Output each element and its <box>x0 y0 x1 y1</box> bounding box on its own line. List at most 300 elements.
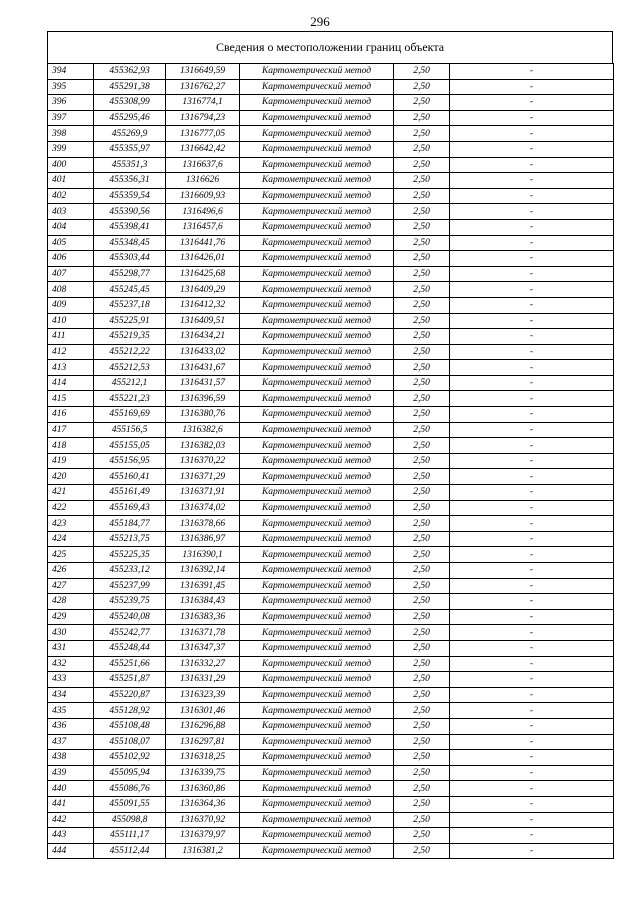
table-row <box>48 157 614 173</box>
method-cell: Картометрический метод <box>240 734 394 750</box>
table-row <box>48 765 614 781</box>
x-coordinate-cell: 455212,22 <box>94 344 166 360</box>
point-number-cell: 442 <box>48 812 94 828</box>
note-cell: - <box>450 344 614 360</box>
x-coordinate-cell: 455098,8 <box>94 812 166 828</box>
table-row <box>48 453 614 469</box>
method-cell: Картометрический метод <box>240 141 394 157</box>
accuracy-cell: 2,50 <box>394 422 450 438</box>
x-coordinate-cell: 455359,54 <box>94 188 166 204</box>
accuracy-cell: 2,50 <box>394 718 450 734</box>
x-coordinate-cell: 455212,53 <box>94 360 166 376</box>
method-cell: Картометрический метод <box>240 687 394 703</box>
point-number-cell: 440 <box>48 781 94 797</box>
x-coordinate-cell: 455086,76 <box>94 781 166 797</box>
point-number-cell: 413 <box>48 360 94 376</box>
table-row <box>48 625 614 641</box>
accuracy-cell: 2,50 <box>394 110 450 126</box>
accuracy-cell: 2,50 <box>394 781 450 797</box>
note-cell: - <box>450 453 614 469</box>
table-row <box>48 204 614 220</box>
note-cell: - <box>450 173 614 189</box>
method-cell: Картометрический метод <box>240 375 394 391</box>
point-number-cell: 430 <box>48 625 94 641</box>
table-row <box>48 64 614 80</box>
note-cell: - <box>450 407 614 423</box>
y-coordinate-cell: 1316386,97 <box>166 531 240 547</box>
point-number-cell: 441 <box>48 796 94 812</box>
note-cell: - <box>450 812 614 828</box>
x-coordinate-cell: 455221,23 <box>94 391 166 407</box>
y-coordinate-cell: 1316441,76 <box>166 235 240 251</box>
point-number-cell: 410 <box>48 313 94 329</box>
note-cell: - <box>450 563 614 579</box>
y-coordinate-cell: 1316774,1 <box>166 95 240 111</box>
x-coordinate-cell: 455295,46 <box>94 110 166 126</box>
accuracy-cell: 2,50 <box>394 734 450 750</box>
note-cell: - <box>450 157 614 173</box>
x-coordinate-cell: 455225,91 <box>94 313 166 329</box>
accuracy-cell: 2,50 <box>394 609 450 625</box>
x-coordinate-cell: 455219,35 <box>94 329 166 345</box>
y-coordinate-cell: 1316642,42 <box>166 141 240 157</box>
y-coordinate-cell: 1316637,6 <box>166 157 240 173</box>
method-cell: Картометрический метод <box>240 547 394 563</box>
y-coordinate-cell: 1316433,02 <box>166 344 240 360</box>
table-row <box>48 734 614 750</box>
method-cell: Картометрический метод <box>240 235 394 251</box>
method-cell: Картометрический метод <box>240 625 394 641</box>
accuracy-cell: 2,50 <box>394 126 450 142</box>
table-row <box>48 110 614 126</box>
y-coordinate-cell: 1316609,93 <box>166 188 240 204</box>
point-number-cell: 429 <box>48 609 94 625</box>
method-cell: Картометрический метод <box>240 391 394 407</box>
accuracy-cell: 2,50 <box>394 625 450 641</box>
method-cell: Картометрический метод <box>240 516 394 532</box>
table-row <box>48 578 614 594</box>
table-row <box>48 469 614 485</box>
point-number-cell: 409 <box>48 297 94 313</box>
x-coordinate-cell: 455291,38 <box>94 79 166 95</box>
method-cell: Картометрический метод <box>240 204 394 220</box>
y-coordinate-cell: 1316425,68 <box>166 266 240 282</box>
y-coordinate-cell: 1316371,29 <box>166 469 240 485</box>
note-cell: - <box>450 531 614 547</box>
y-coordinate-cell: 1316380,76 <box>166 407 240 423</box>
y-coordinate-cell: 1316318,25 <box>166 750 240 766</box>
point-number-cell: 416 <box>48 407 94 423</box>
note-cell: - <box>450 781 614 797</box>
table-row <box>48 672 614 688</box>
table-row <box>48 126 614 142</box>
accuracy-cell: 2,50 <box>394 266 450 282</box>
accuracy-cell: 2,50 <box>394 375 450 391</box>
y-coordinate-cell: 1316297,81 <box>166 734 240 750</box>
method-cell: Картометрический метод <box>240 64 394 80</box>
method-cell: Картометрический метод <box>240 126 394 142</box>
table-row <box>48 500 614 516</box>
note-cell: - <box>450 219 614 235</box>
accuracy-cell: 2,50 <box>394 516 450 532</box>
y-coordinate-cell: 1316370,92 <box>166 812 240 828</box>
table-row <box>48 407 614 423</box>
point-number-cell: 400 <box>48 157 94 173</box>
method-cell: Картометрический метод <box>240 422 394 438</box>
method-cell: Картометрический метод <box>240 95 394 111</box>
method-cell: Картометрический метод <box>240 578 394 594</box>
method-cell: Картометрический метод <box>240 297 394 313</box>
x-coordinate-cell: 455298,77 <box>94 266 166 282</box>
method-cell: Картометрический метод <box>240 360 394 376</box>
point-number-cell: 399 <box>48 141 94 157</box>
point-number-cell: 414 <box>48 375 94 391</box>
note-cell: - <box>450 313 614 329</box>
note-cell: - <box>450 672 614 688</box>
table-row <box>48 594 614 610</box>
table-row <box>48 266 614 282</box>
table-row <box>48 547 614 563</box>
page-number: 296 <box>310 14 330 29</box>
point-number-cell: 403 <box>48 204 94 220</box>
table-row <box>48 219 614 235</box>
method-cell: Картометрический метод <box>240 329 394 345</box>
accuracy-cell: 2,50 <box>394 750 450 766</box>
y-coordinate-cell: 1316762,27 <box>166 79 240 95</box>
x-coordinate-cell: 455184,77 <box>94 516 166 532</box>
method-cell: Картометрический метод <box>240 485 394 501</box>
accuracy-cell: 2,50 <box>394 157 450 173</box>
accuracy-cell: 2,50 <box>394 578 450 594</box>
x-coordinate-cell: 455233,12 <box>94 563 166 579</box>
note-cell: - <box>450 282 614 298</box>
point-number-cell: 435 <box>48 703 94 719</box>
x-coordinate-cell: 455251,66 <box>94 656 166 672</box>
table-row <box>48 344 614 360</box>
table-row <box>48 687 614 703</box>
x-coordinate-cell: 455351,3 <box>94 157 166 173</box>
y-coordinate-cell: 1316370,22 <box>166 453 240 469</box>
accuracy-cell: 2,50 <box>394 282 450 298</box>
y-coordinate-cell: 1316431,67 <box>166 360 240 376</box>
note-cell: - <box>450 235 614 251</box>
table-row <box>48 329 614 345</box>
table-row <box>48 516 614 532</box>
note-cell: - <box>450 266 614 282</box>
y-coordinate-cell: 1316426,01 <box>166 251 240 267</box>
method-cell: Картометрический метод <box>240 531 394 547</box>
point-number-cell: 437 <box>48 734 94 750</box>
table-caption: Сведения о местоположении границ объекта <box>47 31 613 63</box>
x-coordinate-cell: 455362,93 <box>94 64 166 80</box>
accuracy-cell: 2,50 <box>394 656 450 672</box>
table-row <box>48 188 614 204</box>
accuracy-cell: 2,50 <box>394 438 450 454</box>
y-coordinate-cell: 1316412,32 <box>166 297 240 313</box>
point-number-cell: 407 <box>48 266 94 282</box>
note-cell: - <box>450 500 614 516</box>
note-cell: - <box>450 438 614 454</box>
x-coordinate-cell: 455160,41 <box>94 469 166 485</box>
note-cell: - <box>450 391 614 407</box>
x-coordinate-cell: 455213,75 <box>94 531 166 547</box>
accuracy-cell: 2,50 <box>394 703 450 719</box>
y-coordinate-cell: 1316296,88 <box>166 718 240 734</box>
method-cell: Картометрический метод <box>240 812 394 828</box>
y-coordinate-cell: 1316431,57 <box>166 375 240 391</box>
table-row <box>48 703 614 719</box>
table-row <box>48 95 614 111</box>
note-cell: - <box>450 765 614 781</box>
x-coordinate-cell: 455156,95 <box>94 453 166 469</box>
accuracy-cell: 2,50 <box>394 500 450 516</box>
x-coordinate-cell: 455390,56 <box>94 204 166 220</box>
point-number-cell: 398 <box>48 126 94 142</box>
point-number-cell: 402 <box>48 188 94 204</box>
x-coordinate-cell: 455095,94 <box>94 765 166 781</box>
point-number-cell: 396 <box>48 95 94 111</box>
accuracy-cell: 2,50 <box>394 640 450 656</box>
x-coordinate-cell: 455308,99 <box>94 95 166 111</box>
note-cell: - <box>450 126 614 142</box>
y-coordinate-cell: 1316360,86 <box>166 781 240 797</box>
method-cell: Картометрический метод <box>240 219 394 235</box>
x-coordinate-cell: 455355,97 <box>94 141 166 157</box>
x-coordinate-cell: 455248,44 <box>94 640 166 656</box>
coordinates-table-body <box>48 64 614 859</box>
accuracy-cell: 2,50 <box>394 453 450 469</box>
method-cell: Картометрический метод <box>240 313 394 329</box>
table-row <box>48 235 614 251</box>
point-number-cell: 408 <box>48 282 94 298</box>
point-number-cell: 431 <box>48 640 94 656</box>
note-cell: - <box>450 64 614 80</box>
method-cell: Картометрический метод <box>240 188 394 204</box>
method-cell: Картометрический метод <box>240 438 394 454</box>
point-number-cell: 425 <box>48 547 94 563</box>
note-cell: - <box>450 297 614 313</box>
accuracy-cell: 2,50 <box>394 235 450 251</box>
point-number-cell: 397 <box>48 110 94 126</box>
accuracy-cell: 2,50 <box>394 297 450 313</box>
x-coordinate-cell: 455242,77 <box>94 625 166 641</box>
point-number-cell: 436 <box>48 718 94 734</box>
x-coordinate-cell: 455091,55 <box>94 796 166 812</box>
point-number-cell: 444 <box>48 843 94 859</box>
point-number-cell: 411 <box>48 329 94 345</box>
y-coordinate-cell: 1316396,59 <box>166 391 240 407</box>
y-coordinate-cell: 1316392,14 <box>166 563 240 579</box>
point-number-cell: 432 <box>48 656 94 672</box>
method-cell: Картометрический метод <box>240 640 394 656</box>
accuracy-cell: 2,50 <box>394 204 450 220</box>
y-coordinate-cell: 1316457,6 <box>166 219 240 235</box>
accuracy-cell: 2,50 <box>394 95 450 111</box>
table-row <box>48 141 614 157</box>
method-cell: Картометрический метод <box>240 672 394 688</box>
method-cell: Картометрический метод <box>240 157 394 173</box>
note-cell: - <box>450 188 614 204</box>
method-cell: Картометрический метод <box>240 266 394 282</box>
point-number-cell: 427 <box>48 578 94 594</box>
y-coordinate-cell: 1316777,05 <box>166 126 240 142</box>
accuracy-cell: 2,50 <box>394 485 450 501</box>
x-coordinate-cell: 455112,44 <box>94 843 166 859</box>
x-coordinate-cell: 455245,45 <box>94 282 166 298</box>
note-cell: - <box>450 375 614 391</box>
accuracy-cell: 2,50 <box>394 687 450 703</box>
note-cell: - <box>450 828 614 844</box>
note-cell: - <box>450 843 614 859</box>
x-coordinate-cell: 455251,87 <box>94 672 166 688</box>
table-row <box>48 531 614 547</box>
point-number-cell: 426 <box>48 563 94 579</box>
point-number-cell: 395 <box>48 79 94 95</box>
note-cell: - <box>450 687 614 703</box>
accuracy-cell: 2,50 <box>394 796 450 812</box>
point-number-cell: 418 <box>48 438 94 454</box>
table-row <box>48 640 614 656</box>
point-number-cell: 443 <box>48 828 94 844</box>
y-coordinate-cell: 1316384,43 <box>166 594 240 610</box>
y-coordinate-cell: 1316794,23 <box>166 110 240 126</box>
table-row <box>48 438 614 454</box>
x-coordinate-cell: 455356,31 <box>94 173 166 189</box>
point-number-cell: 415 <box>48 391 94 407</box>
accuracy-cell: 2,50 <box>394 79 450 95</box>
point-number-cell: 420 <box>48 469 94 485</box>
point-number-cell: 423 <box>48 516 94 532</box>
accuracy-cell: 2,50 <box>394 329 450 345</box>
x-coordinate-cell: 455239,75 <box>94 594 166 610</box>
point-number-cell: 438 <box>48 750 94 766</box>
accuracy-cell: 2,50 <box>394 531 450 547</box>
x-coordinate-cell: 455269,9 <box>94 126 166 142</box>
y-coordinate-cell: 1316301,46 <box>166 703 240 719</box>
method-cell: Картометрический метод <box>240 469 394 485</box>
point-number-cell: 394 <box>48 64 94 80</box>
x-coordinate-cell: 455212,1 <box>94 375 166 391</box>
table-row <box>48 843 614 859</box>
accuracy-cell: 2,50 <box>394 313 450 329</box>
note-cell: - <box>450 329 614 345</box>
accuracy-cell: 2,50 <box>394 469 450 485</box>
method-cell: Картометрический метод <box>240 500 394 516</box>
y-coordinate-cell: 1316371,91 <box>166 485 240 501</box>
x-coordinate-cell: 455237,99 <box>94 578 166 594</box>
accuracy-cell: 2,50 <box>394 563 450 579</box>
point-number-cell: 421 <box>48 485 94 501</box>
point-number-cell: 417 <box>48 422 94 438</box>
point-number-cell: 439 <box>48 765 94 781</box>
note-cell: - <box>450 734 614 750</box>
table-row <box>48 391 614 407</box>
table-row <box>48 79 614 95</box>
accuracy-cell: 2,50 <box>394 360 450 376</box>
y-coordinate-cell: 1316382,03 <box>166 438 240 454</box>
accuracy-cell: 2,50 <box>394 594 450 610</box>
x-coordinate-cell: 455161,49 <box>94 485 166 501</box>
table-row <box>48 297 614 313</box>
accuracy-cell: 2,50 <box>394 173 450 189</box>
note-cell: - <box>450 95 614 111</box>
y-coordinate-cell: 1316381,2 <box>166 843 240 859</box>
accuracy-cell: 2,50 <box>394 344 450 360</box>
note-cell: - <box>450 110 614 126</box>
y-coordinate-cell: 1316331,29 <box>166 672 240 688</box>
method-cell: Картометрический метод <box>240 251 394 267</box>
point-number-cell: 405 <box>48 235 94 251</box>
y-coordinate-cell: 1316339,75 <box>166 765 240 781</box>
note-cell: - <box>450 79 614 95</box>
accuracy-cell: 2,50 <box>394 64 450 80</box>
note-cell: - <box>450 251 614 267</box>
note-cell: - <box>450 640 614 656</box>
coordinates-table <box>47 63 614 859</box>
table-row <box>48 422 614 438</box>
y-coordinate-cell: 1316332,27 <box>166 656 240 672</box>
note-cell: - <box>450 594 614 610</box>
y-coordinate-cell: 1316409,51 <box>166 313 240 329</box>
point-number-cell: 412 <box>48 344 94 360</box>
y-coordinate-cell: 1316323,39 <box>166 687 240 703</box>
x-coordinate-cell: 455348,45 <box>94 235 166 251</box>
accuracy-cell: 2,50 <box>394 188 450 204</box>
x-coordinate-cell: 455303,44 <box>94 251 166 267</box>
y-coordinate-cell: 1316382,6 <box>166 422 240 438</box>
table-row <box>48 828 614 844</box>
method-cell: Картометрический метод <box>240 828 394 844</box>
y-coordinate-cell: 1316390,1 <box>166 547 240 563</box>
table-row <box>48 609 614 625</box>
y-coordinate-cell: 1316409,29 <box>166 282 240 298</box>
method-cell: Картометрический метод <box>240 750 394 766</box>
table-row <box>48 313 614 329</box>
note-cell: - <box>450 141 614 157</box>
y-coordinate-cell: 1316374,02 <box>166 500 240 516</box>
note-cell: - <box>450 796 614 812</box>
table-row <box>48 796 614 812</box>
method-cell: Картометрический метод <box>240 796 394 812</box>
note-cell: - <box>450 656 614 672</box>
accuracy-cell: 2,50 <box>394 547 450 563</box>
method-cell: Картометрический метод <box>240 594 394 610</box>
accuracy-cell: 2,50 <box>394 672 450 688</box>
table-row <box>48 563 614 579</box>
note-cell: - <box>450 547 614 563</box>
accuracy-cell: 2,50 <box>394 812 450 828</box>
y-coordinate-cell: 1316347,37 <box>166 640 240 656</box>
point-number-cell: 406 <box>48 251 94 267</box>
accuracy-cell: 2,50 <box>394 219 450 235</box>
x-coordinate-cell: 455128,92 <box>94 703 166 719</box>
note-cell: - <box>450 360 614 376</box>
point-number-cell: 401 <box>48 173 94 189</box>
method-cell: Картометрический метод <box>240 718 394 734</box>
accuracy-cell: 2,50 <box>394 251 450 267</box>
method-cell: Картометрический метод <box>240 79 394 95</box>
x-coordinate-cell: 455111,17 <box>94 828 166 844</box>
method-cell: Картометрический метод <box>240 563 394 579</box>
x-coordinate-cell: 455237,18 <box>94 297 166 313</box>
y-coordinate-cell: 1316391,45 <box>166 578 240 594</box>
point-number-cell: 424 <box>48 531 94 547</box>
x-coordinate-cell: 455169,69 <box>94 407 166 423</box>
y-coordinate-cell: 1316626 <box>166 173 240 189</box>
note-cell: - <box>450 703 614 719</box>
point-number-cell: 433 <box>48 672 94 688</box>
y-coordinate-cell: 1316649,59 <box>166 64 240 80</box>
